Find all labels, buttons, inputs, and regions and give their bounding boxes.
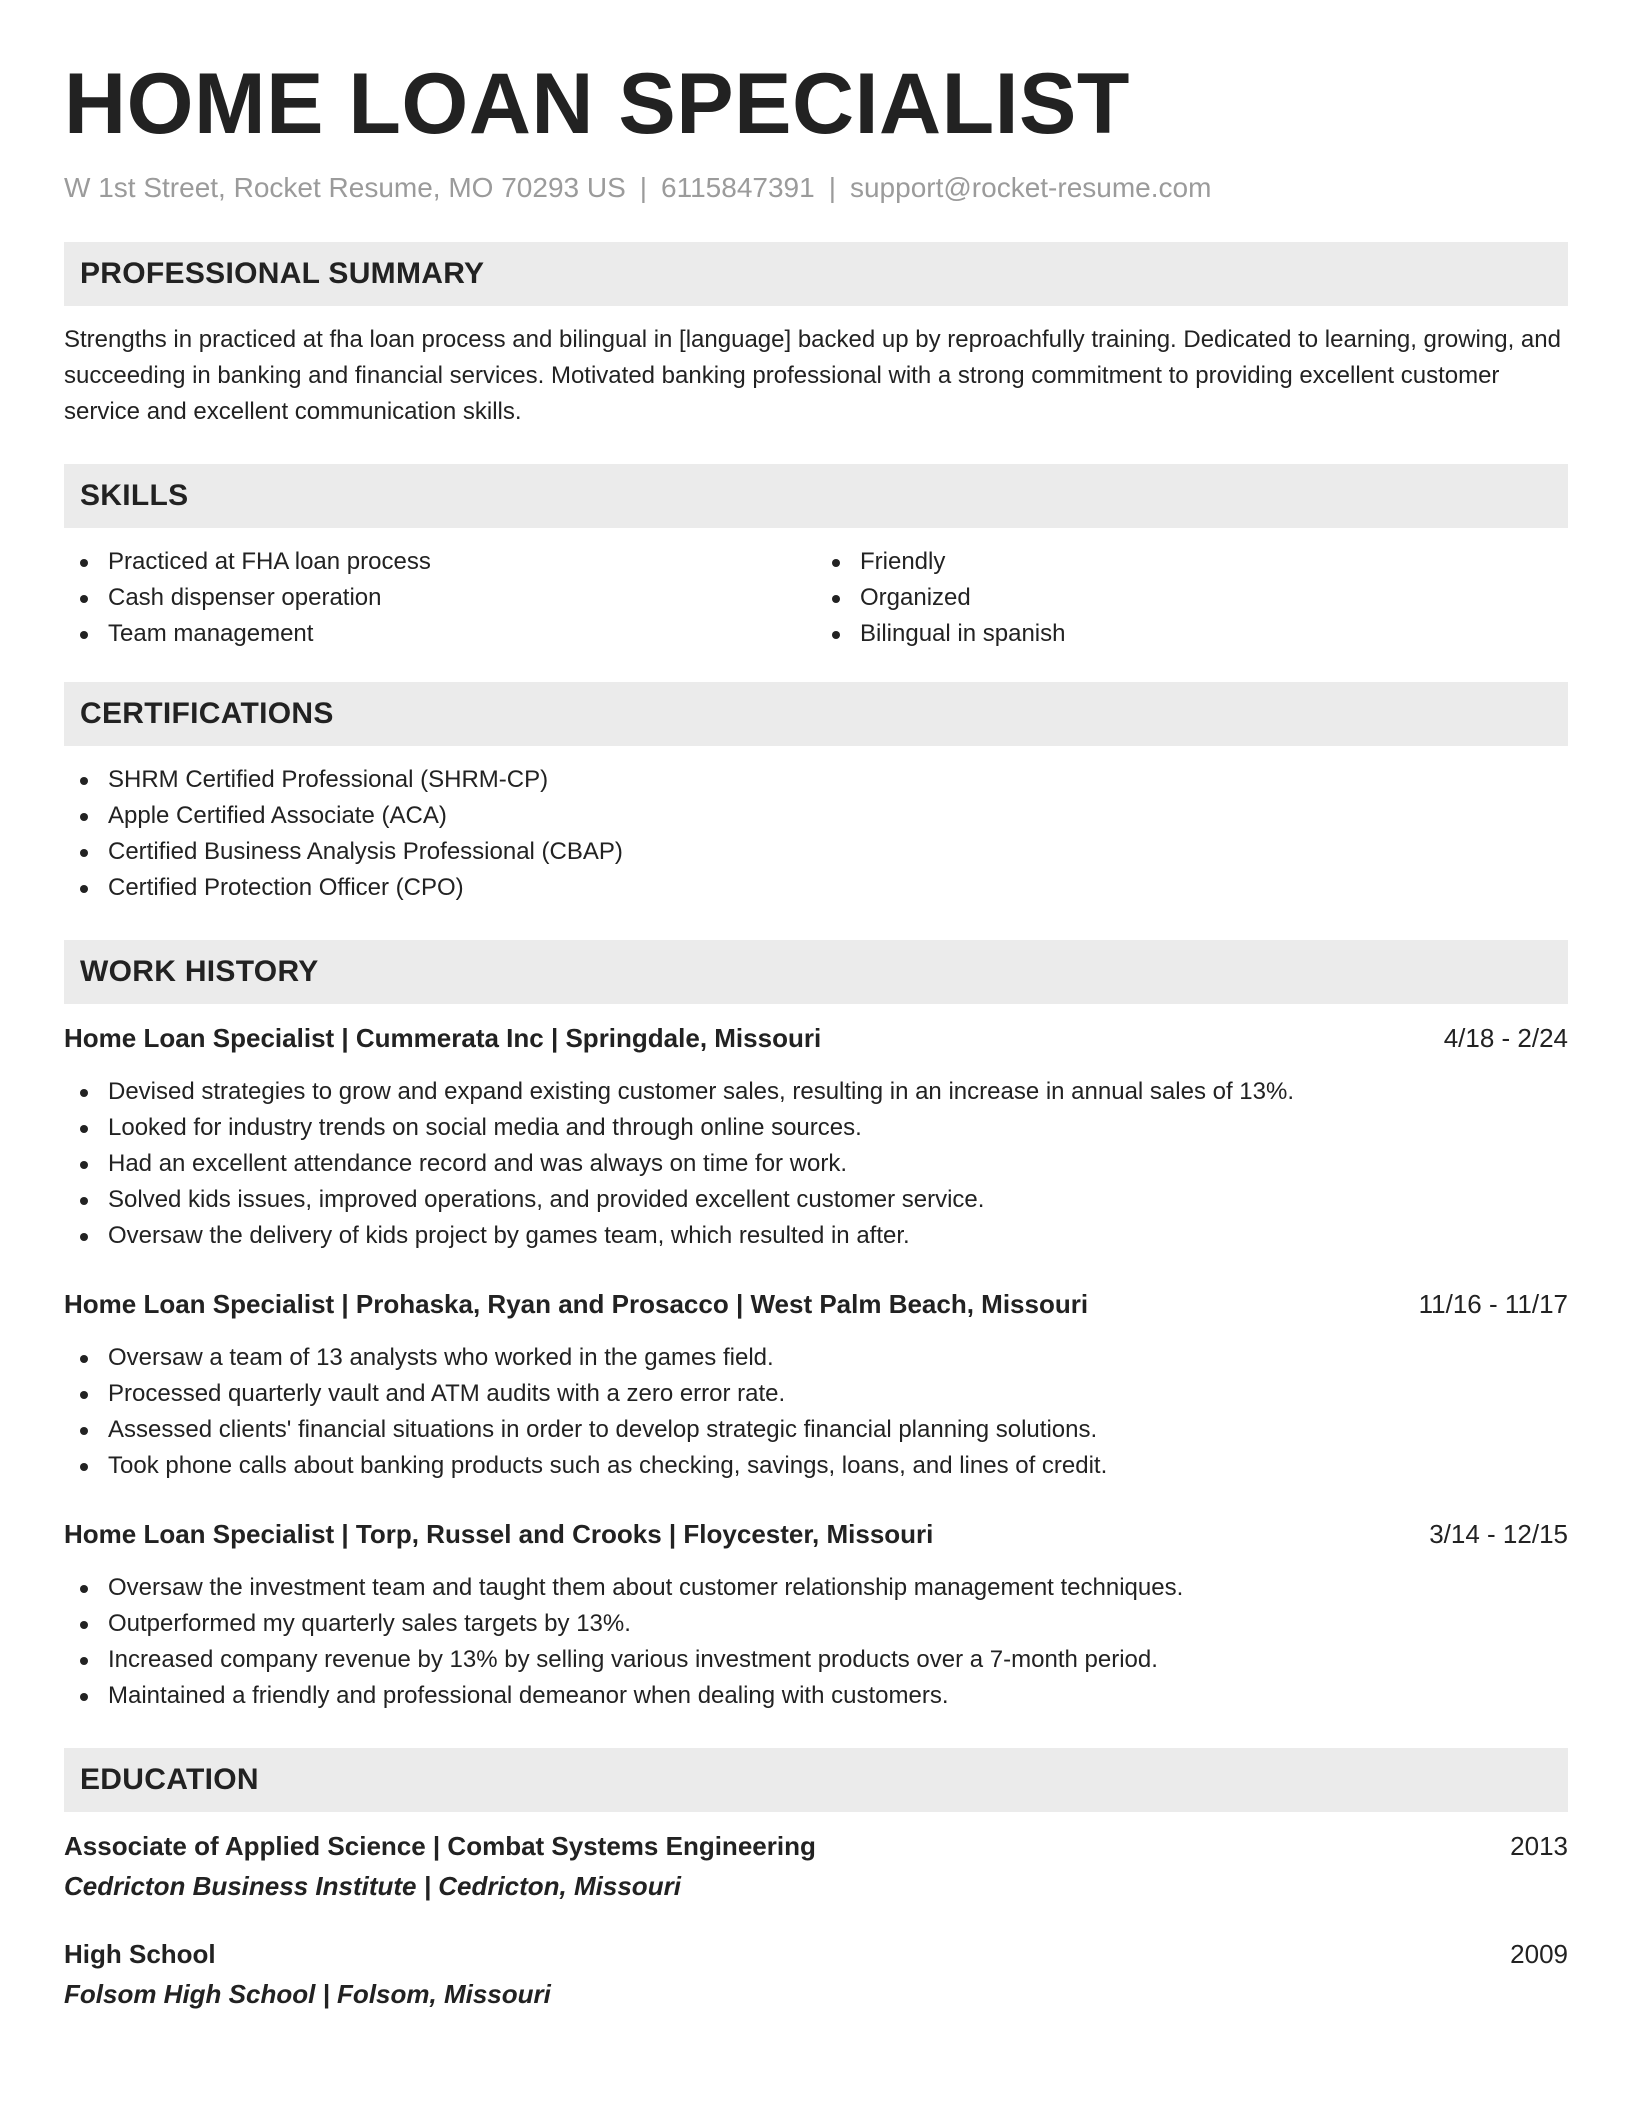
certification-item: Certified Business Analysis Professional (CBAP) [64, 834, 1568, 870]
summary-section [64, 242, 1568, 430]
work-history-section [64, 940, 1568, 1714]
summary-heading: PROFESSIONAL SUMMARY [64, 242, 1568, 306]
skill-item: Organized [816, 580, 1568, 616]
skills-section [64, 464, 1568, 652]
job-header [64, 1286, 1568, 1322]
skills-grid [64, 544, 1568, 652]
job-bullet: Took phone calls about banking products such as checking, savings, loans, and lines of credit. [64, 1448, 1568, 1484]
job-bullet: Devised strategies to grow and expand existing customer sales, resulting in an increase in annual sales of 13%. [64, 1074, 1568, 1110]
job-dates: 11/16 - 11/17 [1418, 1289, 1568, 1319]
work-history-heading: WORK HISTORY [64, 940, 1568, 1004]
job-bullet: Solved kids issues, improved operations, and provided excellent customer service. [64, 1182, 1568, 1218]
job-bullet: Assessed clients' financial situations in order to develop strategic financial planning solutions. [64, 1412, 1568, 1448]
education-heading: EDUCATION [64, 1748, 1568, 1812]
job-bullets [64, 1570, 1568, 1714]
job-bullet: Oversaw the delivery of kids project by games team, which resulted in after. [64, 1218, 1568, 1254]
skill-item: Bilingual in spanish [816, 616, 1568, 652]
certification-item: SHRM Certified Professional (SHRM-CP) [64, 762, 1568, 798]
job-bullet: Processed quarterly vault and ATM audits with a zero error rate. [64, 1376, 1568, 1412]
skill-item: Cash dispenser operation [64, 580, 816, 616]
contact-phone: 6115847391 [661, 172, 815, 203]
job-header [64, 1020, 1568, 1056]
skill-item: Practiced at FHA loan process [64, 544, 816, 580]
education-degree: High School [64, 1939, 216, 1969]
job-bullet: Oversaw a team of 13 analysts who worked in the games field. [64, 1340, 1568, 1376]
job-title: Home Loan Specialist | Cummerata Inc | Springdale, Missouri [64, 1023, 822, 1053]
summary-text: Strengths in practiced at fha loan process and bilingual in [language] backed up by reproachfully training. Dedicated to learning, growing, and succeeding in banking and financial services. Motivated banking professional with a strong commitment to providing excellent customer service and excellent communication skills. [64, 326, 1561, 425]
job-bullets [64, 1074, 1568, 1254]
education-school: Cedricton Business Institute | Cedricton, Missouri [64, 1871, 681, 1901]
job-bullet: Maintained a friendly and professional demeanor when dealing with customers. [64, 1678, 1568, 1714]
contact-separator: | [828, 172, 836, 203]
education-header [64, 1828, 1568, 1864]
education-degree: Associate of Applied Science | Combat Systems Engineering [64, 1831, 816, 1861]
skill-item: Team management [64, 616, 816, 652]
education-entry [64, 1828, 1568, 1904]
contact-address: W 1st Street, Rocket Resume, MO 70293 US [64, 172, 626, 203]
education-year: 2013 [1510, 1831, 1568, 1861]
job-bullet: Looked for industry trends on social media and through online sources. [64, 1110, 1568, 1146]
job-bullet: Oversaw the investment team and taught them about customer relationship management techniques. [64, 1570, 1568, 1606]
education-year: 2009 [1510, 1939, 1568, 1969]
job-entry [64, 1286, 1568, 1484]
contact-email: support@rocket-resume.com [849, 172, 1212, 203]
education-school: Folsom High School | Folsom, Missouri [64, 1979, 551, 2009]
job-entry [64, 1020, 1568, 1254]
skill-item: Friendly [816, 544, 1568, 580]
certifications-section [64, 682, 1568, 906]
skills-column-left [64, 544, 816, 652]
job-dates: 3/14 - 12/15 [1429, 1519, 1568, 1549]
job-bullet: Increased company revenue by 13% by selling various investment products over a 7-month period. [64, 1642, 1568, 1678]
skills-column-right [816, 544, 1568, 652]
education-entry [64, 1936, 1568, 2012]
resume-name: HOME LOAN SPECIALIST [64, 56, 1130, 152]
contact-separator: | [639, 172, 648, 203]
job-entry [64, 1516, 1568, 1714]
certifications-heading: CERTIFICATIONS [64, 682, 1568, 746]
contact-line [64, 170, 1568, 206]
education-section [64, 1748, 1568, 2012]
job-bullet: Had an excellent attendance record and was always on time for work. [64, 1146, 1568, 1182]
skills-heading: SKILLS [64, 464, 1568, 528]
job-title: Home Loan Specialist | Prohaska, Ryan and Prosacco | West Palm Beach, Missouri [64, 1289, 1089, 1319]
certifications-list [64, 762, 1568, 906]
job-title: Home Loan Specialist | Torp, Russel and Crooks | Floycester, Missouri [64, 1519, 934, 1549]
job-bullets [64, 1340, 1568, 1484]
certification-item: Apple Certified Associate (ACA) [64, 798, 1568, 834]
certification-item: Certified Protection Officer (CPO) [64, 870, 1568, 906]
job-dates: 4/18 - 2/24 [1443, 1023, 1568, 1053]
education-header [64, 1936, 1568, 1972]
job-header [64, 1516, 1568, 1552]
job-bullet: Outperformed my quarterly sales targets by 13%. [64, 1606, 1568, 1642]
